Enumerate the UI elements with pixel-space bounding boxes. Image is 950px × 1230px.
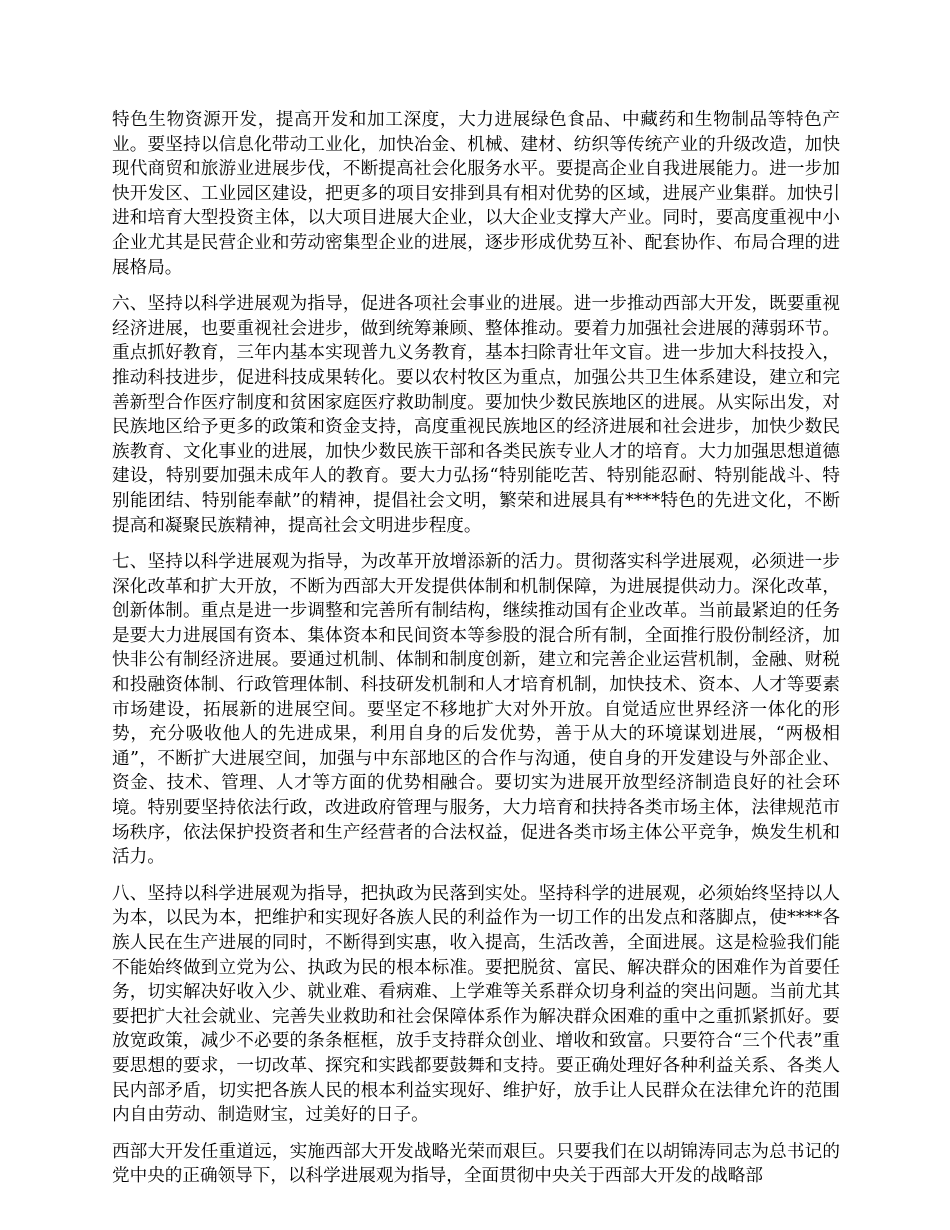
paragraph-industry: 特色生物资源开发，提高开发和加工深度，大力进展绿色食品、中藏药和生物制品等特色产业。要坚持以信息化带动工业化，加快冶金、机械、建材、纺织等传统产业的升级改造，加快现代商贸和旅游业进展步伐，不断提高社会化服务水平。要提高企业自我进展能力。进一步加快开发区、工业园区建设，把更多的项目安排到具有相对优势的区域，进展产业集群。加快引进和培育大型投资主体，以大项目进展大企业，以大企业支撑大产业。同时，要高度重视中小企业尤其是民营企业和劳动密集型企业的进展，逐步形成优势互补、配套协作、布局合理的进展格局。 [112,110,840,278]
document-page [112,108,840,1201]
paragraph-section-seven: 七、坚持以科学进展观为指导，为改革开放增添新的活力。贯彻落实科学进展观，必须进一步深化改革和扩大开放，不断为西部大开发提供体制和机制保障，为进展提供动力。深化改革，创新体制。重点是进一步调整和完善所有制结构，继续推动国有企业改革。当前最紧迫的任务是要大力进展国有资本、集体资本和民间资本等参股的混合所有制，全面推行股份制经济，加快非公有制经济进展。要通过机制、体制和制度创新，建立和完善企业运营机制，金融、财税和投融资体制、行政管理体制、科技研发机制和人才培育机制，加快技术、资本、人才等要素市场建设，拓展新的进展空间。要坚定不移地扩大对外开放。自觉适应世界经济一体化的形势，充分吸收他人的先进成果，利用自身的后发优势，善于从大的环境谋划进展，“两极相通”，不断扩大进展空间，加强与中东部地区的合作与沟通，使自身的开发建设与外部企业、资金、技术、管理、人才等方面的优势相融合。要切实为进展开放型经济制造良好的社会环境。特别要坚持依法行政，改进政府管理与服务，大力培育和扶持各类市场主体，法律规范市场秩序，依法保护投资者和生产经营者的合法权益，促进各类市场主体公平竞争，焕发生机和活力。 [112,552,840,868]
paragraph-section-six: 六、坚持以科学进展观为指导，促进各项社会事业的进展。进一步推动西部大开发，既要重视经济进展，也要重视社会进步，做到统筹兼顾、整体推动。要着力加强社会进展的薄弱环节。重点抓好教育，三年内基本实现普九义务教育，基本扫除青壮年文盲。进一步加大科技投入，推动科技进步，促进科技成果转化。要以农村牧区为重点，加强公共卫生体系建设，建立和完善新型合作医疗制度和贫困家庭医疗救助制度。要加快少数民族地区的进展。从实际出发，对民族地区给予更多的政策和资金支持，高度重视民族地区的经济进展和社会进步，加快少数民族教育、文化事业的进展，加快少数民族干部和各类民族专业人才的培育。大力加强思想道德建设，特别要加强未成年人的教育。要大力弘扬“特别能吃苦、特别能忍耐、特别能战斗、特别能团结、特别能奉献”的精神，提倡社会文明，繁荣和进展具有****特色的先进文化，不断提高和凝聚民族精神，提高社会文明进步程度。 [112,294,840,536]
paragraph-conclusion: 西部大开发任重道远，实施西部大开发战略光荣而艰巨。只要我们在以胡锦涛同志为总书记的党中央的正确领导下，以科学进展观为指导，全面贯彻中央关于西部大开发的战略部 [112,1141,840,1187]
paragraph-section-eight: 八、坚持以科学进展观为指导，把执政为民落到实处。坚持科学的进展观，必须始终坚持以人为本，以民为本，把维护和实现好各族人民的利益作为一切工作的出发点和落脚点，使****各族人民在生产进展的同时，不断得到实惠，收入提高，生活改善，全面进展。这是检验我们能不能始终做到立党为公、执政为民的根本标准。要把脱贫、富民、解决群众的困难作为首要任务，切实解决好收入少、就业难、看病难、上学难等关系群众切身利益的突出问题。当前尤其要把扩大社会就业、完善失业救助和社会保障体系作为解决群众困难的重中之重抓紧抓好。要放宽政策，减少不必要的条条框框，放手支持群众创业、增收和致富。只要符合“三个代表”重要思想的要求，一切改革、探究和实践都要鼓舞和支持。要正确处理好各种利益关系、各类人民内部矛盾，切实把各族人民的根本利益实现好、维护好，放手让人民群众在法律允许的范围内自由劳动、制造财宝，过美好的日子。 [112,883,840,1126]
